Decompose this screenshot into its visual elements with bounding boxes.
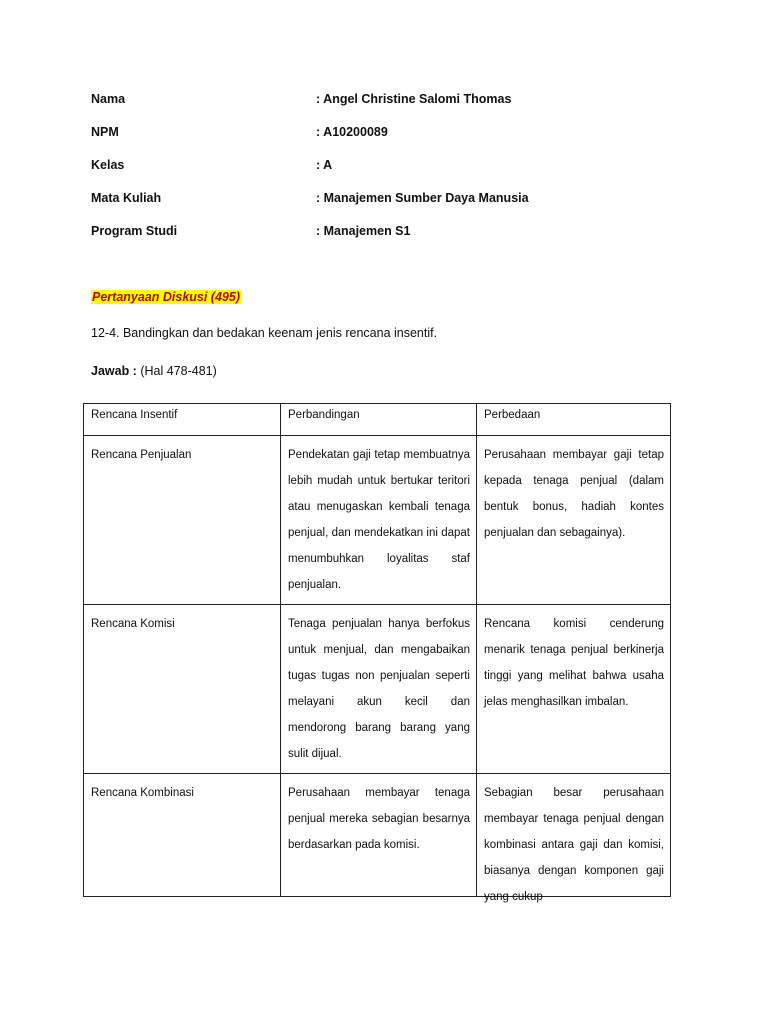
info-value: : Angel Christine Salomi Thomas — [316, 92, 512, 106]
student-info — [91, 92, 691, 257]
info-row-npm — [91, 125, 691, 158]
section-title: Pertanyaan Diskusi (495) — [92, 290, 240, 304]
info-row-class — [91, 158, 691, 191]
info-label: Mata Kuliah — [91, 191, 162, 205]
answer-line — [91, 364, 217, 378]
table-row — [84, 605, 671, 774]
info-value: : A10200089 — [316, 125, 388, 139]
answer-label: Jawab : — [91, 364, 137, 378]
table-header-cell: Rencana Insentif — [84, 404, 281, 436]
info-row-program — [91, 224, 691, 257]
comparison-cell: Perusahaan membayar tenaga penjual mereka sebagian besarnya berdasarkan pada komisi. — [281, 774, 477, 897]
table-header-cell: Perbandingan — [281, 404, 477, 436]
info-value: : A — [316, 158, 333, 172]
info-label: Nama — [91, 92, 126, 106]
comparison-cell: Tenaga penjualan hanya berfokus untuk menjual, dan mengabaikan tugas tugas non penjualan seperti melayani akun kecil dan mendorong barang barang yang sulit dijual. — [281, 605, 477, 774]
plan-cell: Rencana Kombinasi — [84, 774, 281, 897]
incentive-plan-table — [83, 403, 671, 903]
table-header-cell: Perbedaan — [477, 404, 671, 436]
table-row — [84, 436, 671, 605]
info-label: Kelas — [91, 158, 125, 172]
info-label: Program Studi — [91, 224, 178, 238]
info-row-name — [91, 92, 691, 125]
answer-reference: (Hal 478-481) — [136, 364, 217, 378]
plan-cell: Rencana Komisi — [84, 605, 281, 774]
info-value: : Manajemen Sumber Daya Manusia — [316, 191, 529, 205]
question-text: 12-4. Bandingkan dan bedakan keenam jenis rencana insentif. — [91, 326, 438, 340]
table-header-row — [84, 404, 671, 436]
table-row — [84, 774, 671, 897]
comparison-cell: Pendekatan gaji tetap membuatnya lebih mudah untuk bertukar teritori atau menugaskan kembali tenaga penjual, dan mendekatkan ini dapat menumbuhkan loyalitas staf penjualan. — [281, 436, 477, 605]
difference-cell — [477, 774, 671, 903]
difference-cell-text: Sebagian besar perusahaan membayar tenaga penjual dengan kombinasi antara gaji dan komisi, biasanya dengan komponen gaji yang cukup — [484, 787, 664, 903]
plan-cell: Rencana Penjualan — [84, 436, 281, 605]
info-value: : Manajemen S1 — [316, 224, 411, 238]
info-row-course — [91, 191, 691, 224]
difference-cell: Perusahaan membayar gaji tetap kepada tenaga penjual (dalam bentuk bonus, hadiah kontes penjualan dan sebagainya). — [477, 436, 671, 605]
info-label: NPM — [91, 125, 119, 139]
difference-cell: Rencana komisi cenderung menarik tenaga penjual berkinerja tinggi yang melihat bahwa usaha jelas menghasilkan imbalan. — [477, 605, 671, 774]
